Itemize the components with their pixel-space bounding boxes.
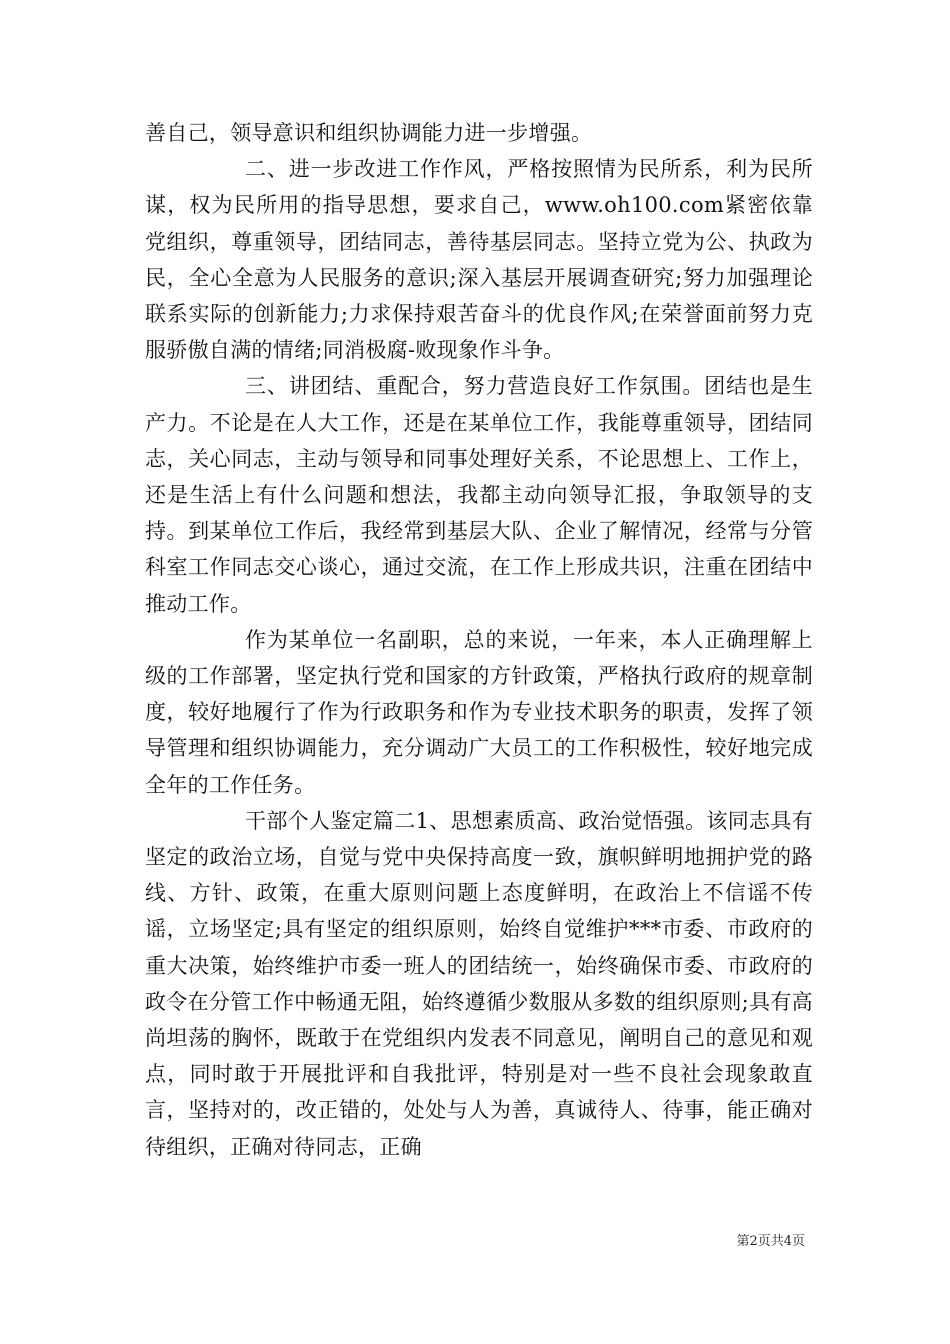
document-body — [145, 115, 813, 1165]
paragraph-work-style: 二、进一步改进工作作风，严格按照情为民所系，利为民所谋，权为民所用的指导思想，要求自己，www.oh100.com紧密依靠党组织，尊重领导，团结同志，善待基层同志。坚持立党为公、执政为民，全心全意为人民服务的意识;深入基层开展调查研究;努力加强理论联系实际的创新能力;力求保持艰苦奋斗的优良作风;在荣誉面前努力克服骄傲自满的情绪;同消极腐-败现象作斗争。 — [145, 157, 813, 363]
page-number-footer: 第2页共4页 — [736, 1234, 805, 1249]
paragraph-unity: 三、讲团结、重配合，努力营造良好工作氛围。团结也是生产力。不论是在人大工作，还是在某单位工作，我能尊重领导，团结同志，关心同志，主动与领导和同事处理好关系，不论思想上、工作上，还是生活上有什么问题和想法，我都主动向领导汇报，争取领导的支持。到某单位工作后，我经常到基层大队、企业了解情况，经常与分管科室工作同志交心谈心，通过交流，在工作上形成共识，注重在团结中推动工作。 — [145, 374, 813, 616]
paragraph-summary: 作为某单位一名副职，总的来说，一年来，本人正确理解上级的工作部署，坚定执行党和国家的方针政策，严格执行政府的规章制度，较好地履行了作为行政职务和作为专业技术职务的职责，发挥了领导管理和组织协调能力，充分调动广大员工的工作积极性，较好地完成全年的工作任务。 — [145, 627, 813, 797]
paragraph-appraisal-part-two: 干部个人鉴定篇二1、思想素质高、政治觉悟强。该同志具有坚定的政治立场，自觉与党中央保持高度一致，旗帜鲜明地拥护党的路线、方针、政策，在重大原则问题上态度鲜明，在政治上不信谣不传谣，立场坚定;具有坚定的组织原则，始终自觉维护***市委、市政府的重大决策，始终维护市委一班人的团结统一，始终确保市委、市政府的政令在分管工作中畅通无阻，始终遵循少数服从多数的组织原则;具有高尚坦荡的胸怀，既敢于在党组织内发表不同意见，阐明自己的意见和观点，同时敢于开展批评和自我批评，特别是对一些不良社会现象敢直言，坚持对的，改正错的，处处与人为善，真诚待人、待事，能正确对待组织，正确对待同志，正确 — [145, 808, 813, 1159]
paragraph-continuation: 善自己，领导意识和组织协调能力进一步增强。 — [145, 121, 593, 145]
